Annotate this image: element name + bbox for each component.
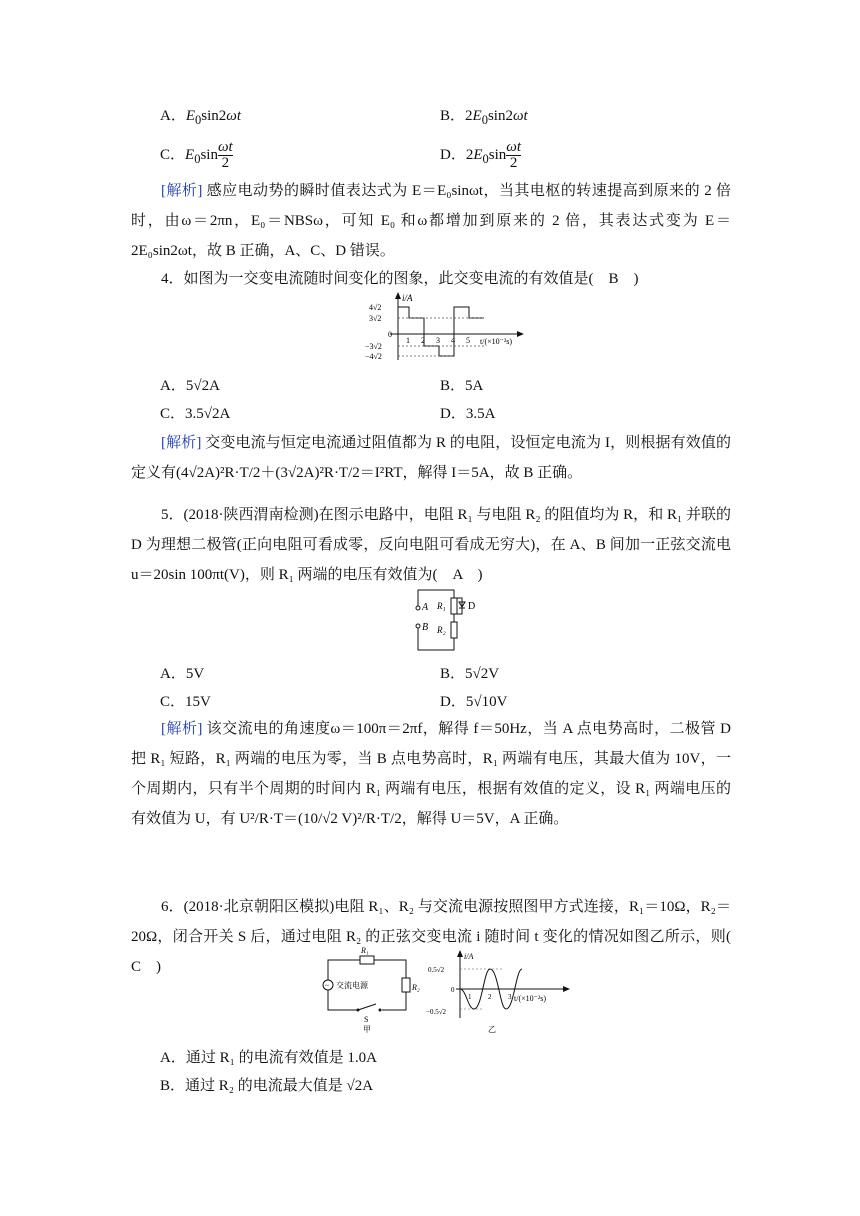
- q4-option-a: A．5√2A: [160, 378, 220, 394]
- q6-fig-a-r2: R₂: [412, 983, 420, 992]
- q3-analysis: [131, 176, 731, 266]
- q6-fig-b-ylabel: i/A: [464, 952, 474, 961]
- q4-ytick-3: 0: [388, 330, 392, 339]
- q3-option-c: C．$E_0\sin$ $\frac{\omega t}{2}$: [160, 139, 233, 171]
- q5-option-b: B．5√2V: [440, 666, 500, 682]
- q4-stem: 4．如图为一交变电流随时间变化的图象，此交变电流的有效值是( B ): [161, 271, 639, 287]
- q6-fig-b-xtick-2: 2: [488, 993, 492, 1001]
- q5-node-b: B: [422, 622, 429, 633]
- svg-text:~: ~: [325, 982, 329, 990]
- q6-fig-b-caption: 乙: [488, 1025, 496, 1034]
- q6-stem: 6．(2018·北京朝阳区模拟)电阻 R₁、R₂ 与交流电源按照图甲方式连接，R₁＝10Ω，R₂＝20Ω，闭合开关 S 后，通过电阻 R₂ 的正弦交变电流 i 随时间 t 变化的情况如图乙所示，则( C ): [131, 899, 747, 975]
- q4-option-b: B．5A: [440, 378, 484, 394]
- q6-figure-a: [318, 944, 418, 1034]
- q6-fig-b-xlabel: t/(×10⁻²s): [514, 994, 547, 1003]
- q4-xtick-2: 2: [421, 336, 425, 345]
- q3-analysis-text: 感应电动势的瞬时值表达式为 E＝E₀sinωt，当其电枢的转速提高到原来的 2 倍时，由ω＝2πn，E₀＝NBSω，可知 E₀ 和ω都增加到原来的 2 倍，其表达式变为 E＝2E₀sin2ωt，故 B 正确，A、C、D 错误。: [131, 183, 732, 259]
- q4-ytick-5: −4√2: [365, 352, 382, 361]
- q5-circuit: [410, 586, 490, 656]
- q4-graph: [360, 290, 540, 362]
- q4-option-c: C．3.5√2A: [160, 406, 231, 422]
- q4-analysis-text: 交变电流与恒定电流通过阻值都为 R 的电阻，设恒定电流为 I，则根据有效值的定义有(4√2A)²R·T/2＋(3√2A)²R·T/2＝I²RT，解得 I＝5A，故 B 正确。: [131, 435, 731, 481]
- q6-fig-b-xtick-3: 3: [508, 993, 512, 1001]
- q4-option-d: D．3.5A: [440, 406, 496, 422]
- q4-xtick-4: 4: [451, 336, 455, 345]
- q6-fig-a-r1: R₁: [361, 946, 369, 955]
- q5-r1-label: R₁: [437, 601, 446, 611]
- q4-ytick-4: −3√2: [365, 342, 382, 351]
- q4-xtick-1: 1: [406, 336, 410, 345]
- q4-ylabel: i/A: [402, 293, 413, 303]
- q6-option-b: B．通过 R₂ 的电流最大值是 √2A: [160, 1078, 374, 1094]
- q6-fig-b-xtick-1: 1: [468, 993, 472, 1001]
- q6-fig-a-source: 交流电源: [336, 981, 368, 990]
- q5-r2-label: R₂: [437, 625, 446, 635]
- q5-node-a: A: [422, 602, 429, 613]
- q4-xtick-3: 3: [436, 336, 440, 345]
- q6-fig-b-ytick-2: 0: [451, 986, 455, 994]
- q5-diode-label: D: [468, 601, 476, 612]
- q4-ytick-2: 3√2: [369, 314, 382, 323]
- analysis-tag: [解析]: [161, 183, 203, 199]
- q3-option-a: A．$E_0\sin 2\omega t$: [160, 108, 242, 127]
- q4-xlabel: t/(×10⁻²s): [480, 337, 513, 346]
- q4-analysis: [131, 428, 731, 488]
- q5-option-a: A．5V: [160, 666, 205, 682]
- q5-option-d: D．5√10V: [440, 694, 508, 710]
- analysis-tag: [解析]: [161, 721, 203, 737]
- q6-option-a: A．通过 R₁ 的电流有效值是 1.0A: [160, 1050, 377, 1066]
- q6-fig-a-switch: S: [364, 1015, 369, 1024]
- q5-analysis-text: 该交流电的角速度ω＝100π＝2πf，解得 f＝50Hz，当 A 点电势高时，二极管 D 把 R₁ 短路，R₁ 两端的电压为零，当 B 点电势高时，R₁ 两端有电压，其最大值为 10V，一个周期内，只有半个周期的时间内 R₁ 两端有电压，根据有效值的定义，设 R₁ 两端电压的有效值为 U，有 U²/R·T＝(10/√2 V)²/R·T/2，解得 U＝5V，A 正确。: [131, 721, 732, 827]
- analysis-tag: [解析]: [161, 435, 202, 451]
- q4-xtick-5: 5: [466, 336, 470, 345]
- q5-stem: 5．(2018·陕西渭南检测)在图示电路中，电阻 R₁ 与电阻 R₂ 的阻值均为 R，和 R₁ 并联的 D 为理想二极管(正向电阻可看成零，反向电阻可看成无穷大)，在 A、B 间加一正弦交流电 u＝20sin 100πt(V)，则 R₁ 两端的电压有效值为( A ): [131, 507, 731, 583]
- q3-option-d: D．$2E_0\sin$ $\frac{\omega t}{2}$: [440, 139, 522, 171]
- q4-ytick-1: 4√2: [369, 303, 382, 312]
- q5-analysis: [131, 714, 731, 834]
- q6-figure-b: [426, 948, 576, 1034]
- q6-fig-b-ytick-3: −0.5√2: [426, 1008, 447, 1016]
- q6-fig-b-ytick-1: 0.5√2: [428, 966, 445, 974]
- q5-option-c: C．15V: [160, 694, 211, 710]
- q6-fig-a-caption: 甲: [363, 1025, 371, 1034]
- q3-option-b: B．$2E_0\sin 2\omega t$: [440, 108, 528, 127]
